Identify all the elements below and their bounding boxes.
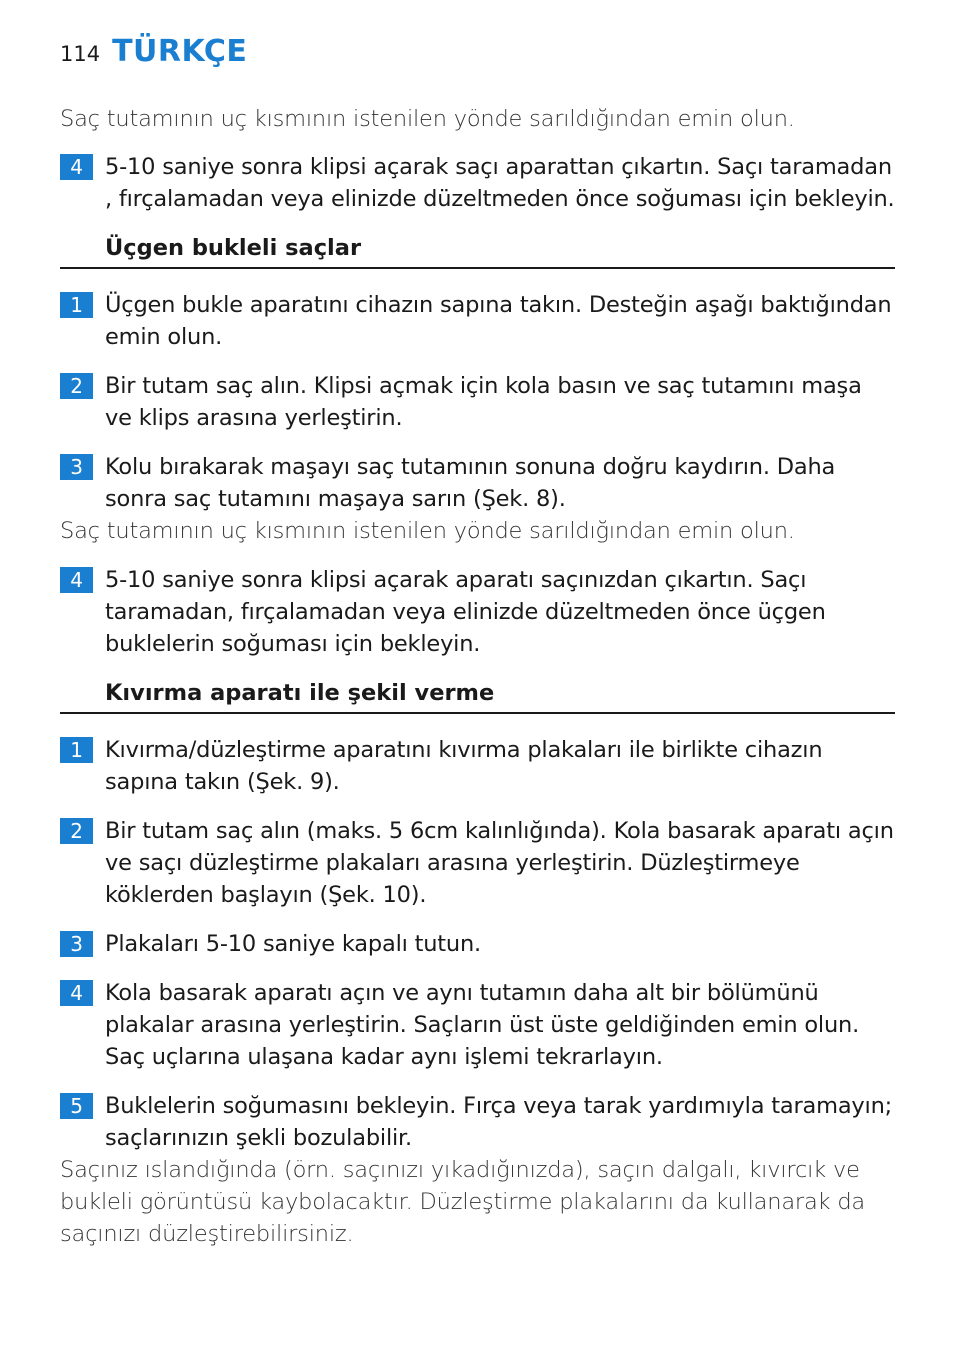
section2-step-3 — [60, 928, 895, 960]
section2-step-5 — [60, 1090, 895, 1154]
section-title-crimping: Kıvırma aparatı ile şekil verme — [60, 677, 895, 714]
step-text: Buklelerin soğumasını bekleyin. Fırça veya tarak yardımıyla taramayın; saçlarınızın şekli bozulabilir. — [105, 1093, 893, 1151]
step-text: Plakaları 5-10 saniye kapalı tutun. — [105, 931, 481, 957]
section1-step-4 — [60, 564, 895, 660]
section1-step-2 — [60, 370, 895, 434]
page-header — [60, 34, 247, 69]
step-text: Üçgen bukle aparatını cihazın sapına takın. Desteğin aşağı baktığından emin olun. — [105, 292, 892, 350]
step-number-badge: 3 — [60, 931, 93, 957]
section-title-triangle-curls: Üçgen bukleli saçlar — [60, 232, 895, 269]
step-number-badge: 2 — [60, 373, 93, 399]
step-number-badge: 4 — [60, 154, 93, 180]
page-number: 114 — [60, 42, 101, 66]
step-number-badge: 3 — [60, 454, 93, 480]
section2-step-4 — [60, 977, 895, 1073]
section2-note: Saçınız ıslandığında (örn. saçınızı yıkadığınızda), saçın dalgalı, kıvırcık ve bukleli görüntüsü kaybolacaktır. Düzleştirme plakalarını da kullanarak da saçınızı düzleştirebilirsiniz. — [60, 1157, 866, 1247]
section2-step-1 — [60, 734, 895, 798]
step-intro-4 — [60, 151, 895, 215]
page-content — [60, 103, 895, 1250]
section2-step-2 — [60, 815, 895, 911]
step-text: Kola basarak aparatı açın ve aynı tutamın daha alt bir bölümünü plakalar arasına yerleştirin. Saçların üst üste geldiğinden emin olun. Saç uçlarına ulaşana kadar aynı işlemi tekrarlayın. — [105, 980, 860, 1070]
step-text: Bir tutam saç alın. Klipsi açmak için kola basın ve saç tutamını maşa ve klips arasına yerleştirin. — [105, 373, 862, 431]
step-number-badge: 4 — [60, 567, 93, 593]
section1-step-1 — [60, 289, 895, 353]
step-text: Bir tutam saç alın (maks. 5 6cm kalınlığında). Kola basarak aparatı açın ve saçı düzleştirme plakaları arasına yerleştirin. Düzleştirmeye köklerden başlayın (Şek. 10). — [105, 818, 894, 908]
intro-note: Saç tutamının uç kısmının istenilen yönde sarıldığından emin olun. — [60, 106, 795, 132]
section1-note: Saç tutamının uç kısmının istenilen yönde sarıldığından emin olun. — [60, 518, 795, 544]
step-number-badge: 1 — [60, 292, 93, 318]
step-text: Kıvırma/düzleştirme aparatını kıvırma plakaları ile birlikte cihazın sapına takın (Şek. 9). — [105, 737, 823, 795]
step-text: 5-10 saniye sonra klipsi açarak saçı aparattan çıkartın. Saçı taramadan , fırçalamadan veya elinizde düzeltmeden önce soğuması için bekleyin. — [105, 154, 895, 212]
step-number-badge: 4 — [60, 980, 93, 1006]
language-title: TÜRKÇE — [112, 34, 248, 69]
section1-step-3 — [60, 451, 895, 515]
step-number-badge: 5 — [60, 1093, 93, 1119]
step-text: 5-10 saniye sonra klipsi açarak aparatı saçınızdan çıkartın. Saçı taramadan, fırçalamadan veya elinizde düzeltmeden önce üçgen buklelerin soğuması için bekleyin. — [105, 567, 826, 657]
step-number-badge: 2 — [60, 818, 93, 844]
step-number-badge: 1 — [60, 737, 93, 763]
step-text: Kolu bırakarak maşayı saç tutamının sonuna doğru kaydırın. Daha sonra saç tutamını maşaya sarın (Şek. 8). — [105, 454, 836, 512]
